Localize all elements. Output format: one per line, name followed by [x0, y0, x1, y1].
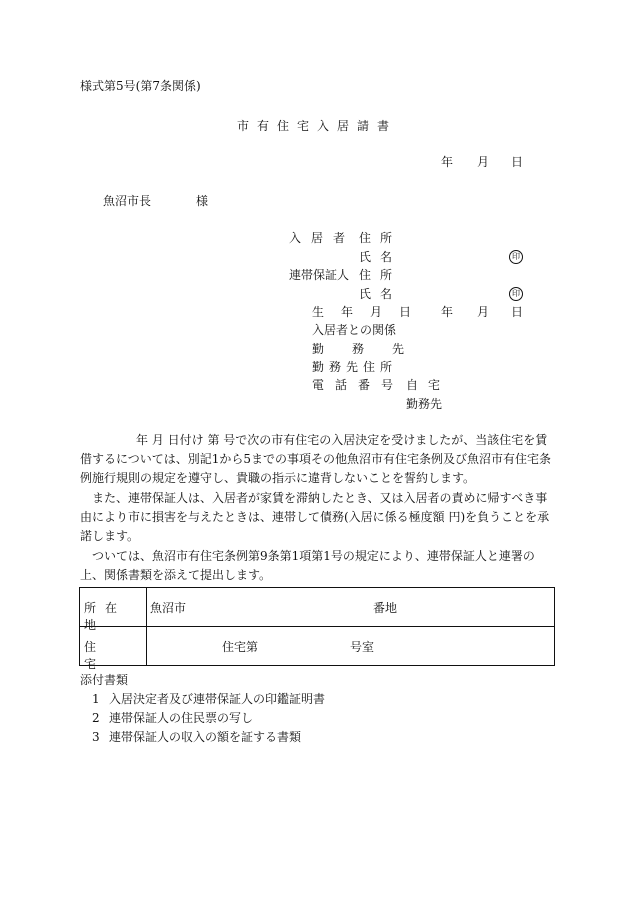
relation-label: 入居者との関係 [312, 323, 397, 337]
tenant-seal-mark: 印 [509, 250, 523, 264]
attachment-item-number: 3 [92, 730, 100, 744]
attachment-item-text: 連帯保証人の住民票の写し [109, 711, 254, 725]
guarantor-label: 連帯保証人 [289, 268, 350, 282]
date-year-label: 年 [441, 155, 454, 169]
house-label: 住宅 [84, 640, 130, 671]
attachments-heading: 添付書類 [80, 673, 129, 687]
tenant-address-label: 住所 [359, 231, 402, 245]
location-city: 魚沼市 [150, 601, 187, 615]
addressee-name: 魚沼市長 [103, 194, 152, 208]
house-number-prefix: 住宅第 [222, 640, 259, 654]
addressee-honorific: 様 [196, 194, 209, 208]
guarantor-name-label: 氏名 [359, 287, 402, 301]
statement-paragraph-1 [80, 431, 554, 488]
attachment-item-number: 1 [92, 692, 100, 706]
decision-reference: 年 月 日付け 第 号で次の市有住宅の入居決定を受けましたが、 [136, 433, 476, 447]
statement-paragraph-2: また、連帯保証人は、入居者が家賃を滞納したとき、又は入居者の責めに帰すべき事由により市に損害を与えたときは、連帯して債務(入居に係る極度額 円)を負うことを承諾します。 [80, 491, 550, 543]
birthdate-label: 生年月日 [312, 305, 429, 319]
birth-year-label: 年 [441, 305, 454, 319]
tenant-name-label: 氏名 [359, 250, 402, 264]
form-number-label: 様式第5号(第7条関係) [80, 79, 201, 93]
document-title: 市有住宅入居請書 [237, 119, 398, 133]
phone-work-label: 勤務先 [406, 397, 443, 411]
tenant-label: 入居者 [289, 231, 356, 245]
attachment-item-text: 入居決定者及び連帯保証人の印鑑証明書 [109, 692, 326, 706]
date-month-label: 月 [477, 155, 490, 169]
housing-table [79, 587, 555, 671]
guarantor-seal-mark: 印 [509, 287, 523, 301]
date-day-label: 日 [511, 155, 524, 169]
phone-home-label: 自宅 [406, 378, 451, 392]
pledge-text: 当該住宅を賃借するについては、別記1から5までの事項その他魚沼市有住宅条例及び魚沼市有住宅条例施行規則の規定を遵守し、貴職の指示に違背しないことを誓約します。 [80, 433, 552, 485]
guarantor-address-label: 住所 [359, 268, 402, 282]
workplace-label: 勤務先 [312, 342, 433, 356]
attachment-item-text: 連帯保証人の収入の額を証する書類 [109, 730, 302, 744]
phone-label: 電話番号 [312, 378, 405, 392]
statement-paragraph-3: ついては、魚沼市有住宅条例第9条第1項第1号の規定により、連帯保証人と連署の上、関係書類を添えて提出します。 [80, 549, 535, 582]
location-label: 所在地 [84, 601, 127, 632]
attachment-item-number: 2 [92, 711, 100, 725]
location-suffix: 番地 [373, 601, 398, 615]
birth-day-label: 日 [511, 305, 524, 319]
house-row [80, 626, 554, 671]
birth-month-label: 月 [477, 305, 490, 319]
location-row [80, 588, 554, 632]
workplace-address-label: 勤務先住所 [312, 360, 398, 374]
room-number-suffix: 号室 [350, 640, 375, 654]
